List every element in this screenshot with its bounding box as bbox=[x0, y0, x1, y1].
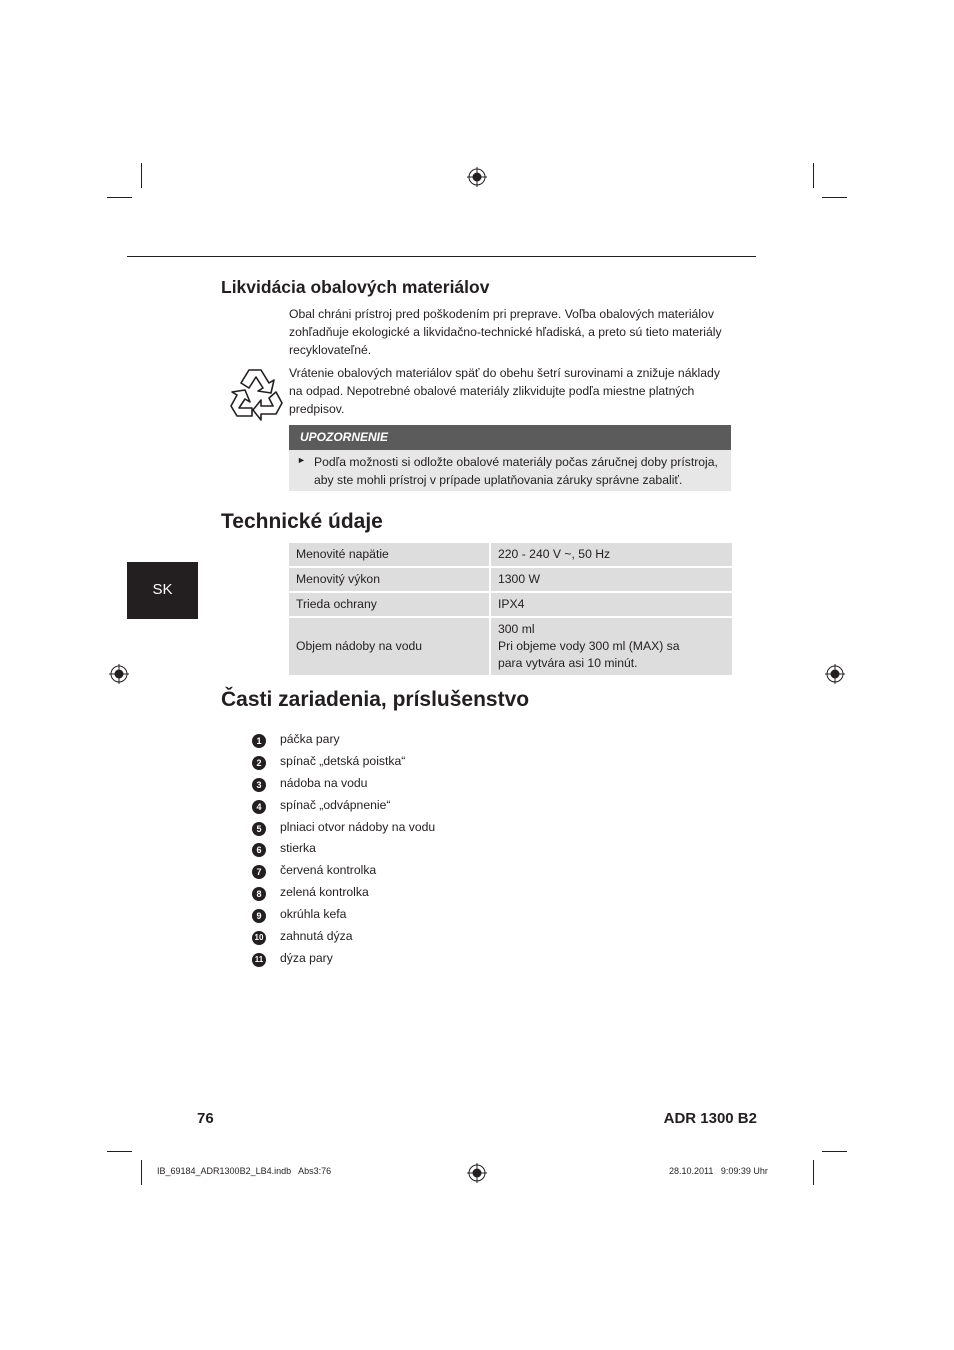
crop-mark bbox=[107, 197, 132, 198]
header-rule bbox=[127, 256, 756, 257]
spec-label: Menovitý výkon bbox=[289, 568, 491, 593]
part-label: zelená kontrolka bbox=[280, 885, 369, 900]
spec-label: Menovité napätie bbox=[289, 543, 491, 568]
spec-value bbox=[491, 618, 732, 677]
number-badge: 6 bbox=[252, 843, 266, 857]
crop-mark bbox=[822, 197, 847, 198]
number-badge: 10 bbox=[252, 931, 266, 945]
number-badge: 3 bbox=[252, 778, 266, 792]
table-row bbox=[289, 593, 732, 618]
crop-mark bbox=[107, 1151, 132, 1152]
registration-mark-icon bbox=[109, 664, 129, 684]
note-title: UPOZORNENIE bbox=[300, 430, 389, 444]
disposal-heading: Likvidácia obalových materiálov bbox=[221, 277, 490, 297]
spec-value: 220 - 240 V ~, 50 Hz bbox=[491, 543, 732, 568]
part-label: zahnutá dýza bbox=[280, 929, 353, 944]
part-label: spínač „odvápnenie“ bbox=[280, 797, 391, 812]
number-badge: 5 bbox=[252, 822, 266, 836]
spec-value-line: Pri objeme vody 300 ml (MAX) sa bbox=[498, 639, 680, 653]
part-label: nádoba na vodu bbox=[280, 775, 368, 790]
part-label: okrúhla kefa bbox=[280, 907, 347, 922]
spec-label: Trieda ochrany bbox=[289, 593, 491, 618]
number-badge: 2 bbox=[252, 756, 266, 770]
spec-value-line: para vytvára asi 10 minút. bbox=[498, 656, 638, 670]
crop-mark bbox=[822, 1151, 847, 1152]
part-label: plniaci otvor nádoby na vodu bbox=[280, 819, 436, 834]
arrow-bullet-icon: ► bbox=[297, 455, 306, 465]
part-label: červená kontrolka bbox=[280, 863, 377, 878]
part-label: dýza pary bbox=[280, 950, 333, 965]
note-header bbox=[289, 425, 731, 450]
number-badge: 8 bbox=[252, 887, 266, 901]
disposal-paragraph-1: Obal chráni prístroj pred poškodením pri preprave. Voľba obalových materiálov zohľadňuje ekologické a likvidačno-technické hľadiská, a preto sú tieto materiály recyklovateľné. bbox=[289, 307, 722, 357]
note-box bbox=[289, 450, 731, 491]
language-tab bbox=[127, 562, 198, 619]
page-number: 76 bbox=[197, 1110, 214, 1127]
spec-value: 1300 W bbox=[491, 568, 732, 593]
part-label: stierka bbox=[280, 841, 316, 856]
spec-value: IPX4 bbox=[491, 593, 732, 618]
part-label: páčka pary bbox=[280, 732, 340, 746]
model-name: ADR 1300 B2 bbox=[663, 1110, 757, 1127]
slug-file-info: IB_69184_ADR1300B2_LB4.indb Abs3:76 bbox=[157, 1166, 332, 1176]
table-row bbox=[289, 618, 732, 677]
registration-mark-icon bbox=[467, 167, 487, 187]
table-row bbox=[289, 568, 732, 593]
language-tab-label: SK bbox=[152, 581, 173, 598]
number-badge: 4 bbox=[252, 800, 266, 814]
specs-table bbox=[289, 543, 732, 677]
disposal-paragraph-2: Vrátenie obalových materiálov späť do obehu šetrí surovinami a znižuje náklady na odpad. Nepotrebné obalové materiály zlikvidujte podľa miestne platných predpisov. bbox=[289, 366, 720, 416]
number-badge: 11 bbox=[252, 953, 266, 967]
recycle-icon bbox=[227, 366, 285, 422]
number-badge: 1 bbox=[252, 734, 266, 748]
parts-heading: Časti zariadenia, príslušenstvo bbox=[221, 688, 530, 711]
note-text: Podľa možnosti si odložte obalové materiály počas záručnej doby prístroja, aby ste mohli prístroj v prípade uplatňovania záruky správne zabaliť. bbox=[314, 455, 718, 487]
crop-mark bbox=[813, 163, 814, 188]
crop-mark bbox=[141, 1160, 142, 1185]
spec-value-line: 300 ml bbox=[498, 622, 535, 636]
crop-mark bbox=[141, 163, 142, 188]
registration-mark-icon bbox=[825, 664, 845, 684]
table-row bbox=[289, 543, 732, 568]
crop-mark bbox=[813, 1160, 814, 1185]
specs-heading: Technické údaje bbox=[221, 510, 383, 533]
number-badge: 9 bbox=[252, 909, 266, 923]
slug-timestamp: 28.10.2011 9:09:39 Uhr bbox=[669, 1166, 768, 1176]
number-badge: 7 bbox=[252, 865, 266, 879]
spec-label: Objem nádoby na vodu bbox=[289, 618, 491, 677]
part-label: spínač „detská poistka“ bbox=[280, 753, 406, 768]
registration-mark-icon bbox=[467, 1163, 487, 1183]
